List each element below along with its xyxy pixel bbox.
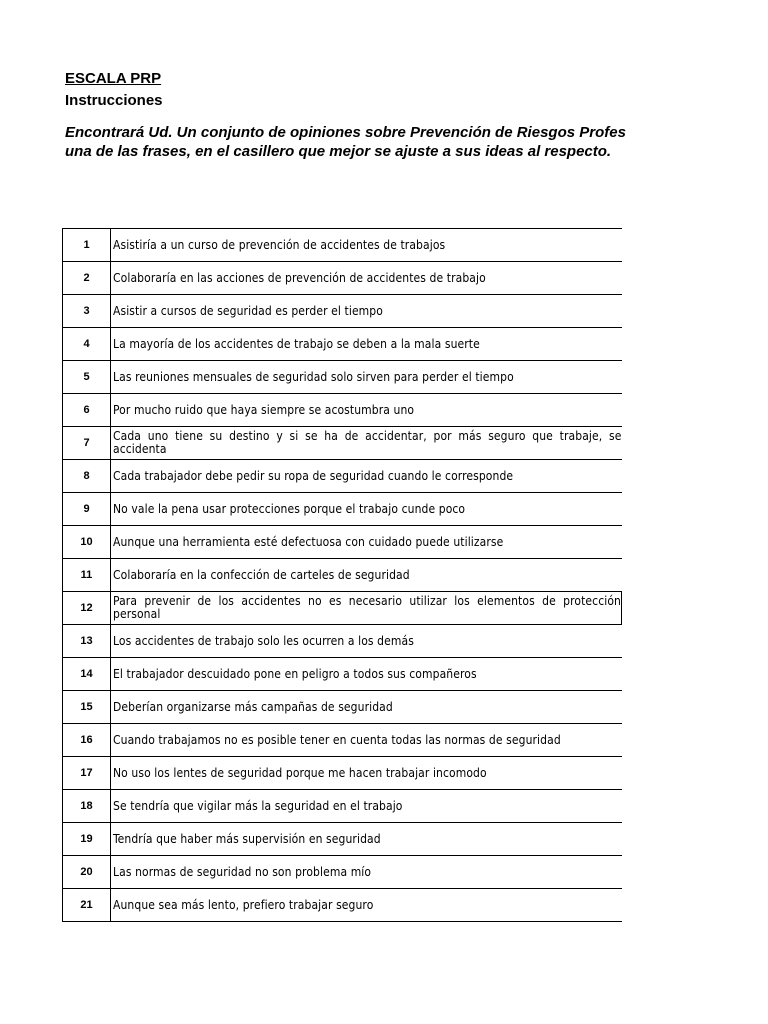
table-row <box>63 361 622 394</box>
item-number: 21 <box>63 889 111 922</box>
item-number: 6 <box>63 394 111 427</box>
table-row <box>63 658 622 691</box>
item-number: 3 <box>63 295 111 328</box>
table-row <box>63 559 622 592</box>
item-statement: Las normas de seguridad no son problema mío <box>111 856 622 889</box>
item-statement: Se tendría que vigilar más la seguridad en el trabajo <box>111 790 622 823</box>
table-row <box>63 724 622 757</box>
item-number: 20 <box>63 856 111 889</box>
item-number: 1 <box>63 229 111 262</box>
item-statement: No uso los lentes de seguridad porque me hacen trabajar incomodo <box>111 757 622 790</box>
table-row <box>63 625 622 658</box>
item-number: 19 <box>63 823 111 856</box>
instructions-line-1: Encontrará Ud. Un conjunto de opiniones sobre Prevención de Riesgos Profes <box>65 124 626 141</box>
table-row <box>63 526 622 559</box>
item-statement: Colaboraría en las acciones de prevención de accidentes de trabajo <box>111 262 622 295</box>
item-number: 14 <box>63 658 111 691</box>
item-statement: Tendría que haber más supervisión en seguridad <box>111 823 622 856</box>
table-row <box>63 427 622 460</box>
item-statement: Aunque sea más lento, prefiero trabajar seguro <box>111 889 622 922</box>
item-statement: Los accidentes de trabajo solo les ocurren a los demás <box>111 625 622 658</box>
item-number: 7 <box>63 427 111 460</box>
table-row <box>63 757 622 790</box>
item-number: 18 <box>63 790 111 823</box>
table-row <box>63 262 622 295</box>
item-statement: Cada trabajador debe pedir su ropa de seguridad cuando le corresponde <box>111 460 622 493</box>
item-statement: La mayoría de los accidentes de trabajo se deben a la mala suerte <box>111 328 622 361</box>
table-row <box>63 592 622 625</box>
table-row <box>63 229 622 262</box>
table-row <box>63 889 622 922</box>
item-statement: El trabajador descuidado pone en peligro a todos sus compañeros <box>111 658 622 691</box>
table-row <box>63 394 622 427</box>
table-row <box>63 790 622 823</box>
item-statement: Deberían organizarse más campañas de seguridad <box>111 691 622 724</box>
item-number: 5 <box>63 361 111 394</box>
instructions-text <box>65 123 765 161</box>
item-statement: Aunque una herramienta esté defectuosa con cuidado puede utilizarse <box>111 526 622 559</box>
item-statement: Asistir a cursos de seguridad es perder el tiempo <box>111 295 622 328</box>
item-number: 2 <box>63 262 111 295</box>
item-statement: Las reuniones mensuales de seguridad solo sirven para perder el tiempo <box>111 361 622 394</box>
item-number: 16 <box>63 724 111 757</box>
document-title: ESCALA PRP <box>65 70 162 87</box>
item-statement: Para prevenir de los accidentes no es necesario utilizar los elementos de protección personal <box>111 592 622 625</box>
table-row <box>63 460 622 493</box>
item-number: 10 <box>63 526 111 559</box>
item-number: 17 <box>63 757 111 790</box>
item-number: 12 <box>63 592 111 625</box>
item-statement: Cada uno tiene su destino y si se ha de accidentar, por más seguro que trabaje, se accidenta <box>111 427 622 460</box>
item-number: 4 <box>63 328 111 361</box>
table-row <box>63 823 622 856</box>
table-row <box>63 856 622 889</box>
item-statement: Por mucho ruido que haya siempre se acostumbra uno <box>111 394 622 427</box>
instructions-line-2: una de las frases, en el casillero que mejor se ajuste a sus ideas al respecto. <box>65 143 612 160</box>
item-number: 11 <box>63 559 111 592</box>
table-row <box>63 295 622 328</box>
item-number: 8 <box>63 460 111 493</box>
instructions-heading: Instrucciones <box>65 92 163 109</box>
item-statement: Asistiría a un curso de prevención de accidentes de trabajos <box>111 229 622 262</box>
statements-table <box>62 228 622 922</box>
item-statement: Colaboraría en la confección de carteles de seguridad <box>111 559 622 592</box>
table-row <box>63 328 622 361</box>
item-number: 15 <box>63 691 111 724</box>
item-number: 13 <box>63 625 111 658</box>
item-statement: Cuando trabajamos no es posible tener en cuenta todas las normas de seguridad <box>111 724 622 757</box>
item-statement: No vale la pena usar protecciones porque el trabajo cunde poco <box>111 493 622 526</box>
table-row <box>63 493 622 526</box>
table-row <box>63 691 622 724</box>
item-number: 9 <box>63 493 111 526</box>
